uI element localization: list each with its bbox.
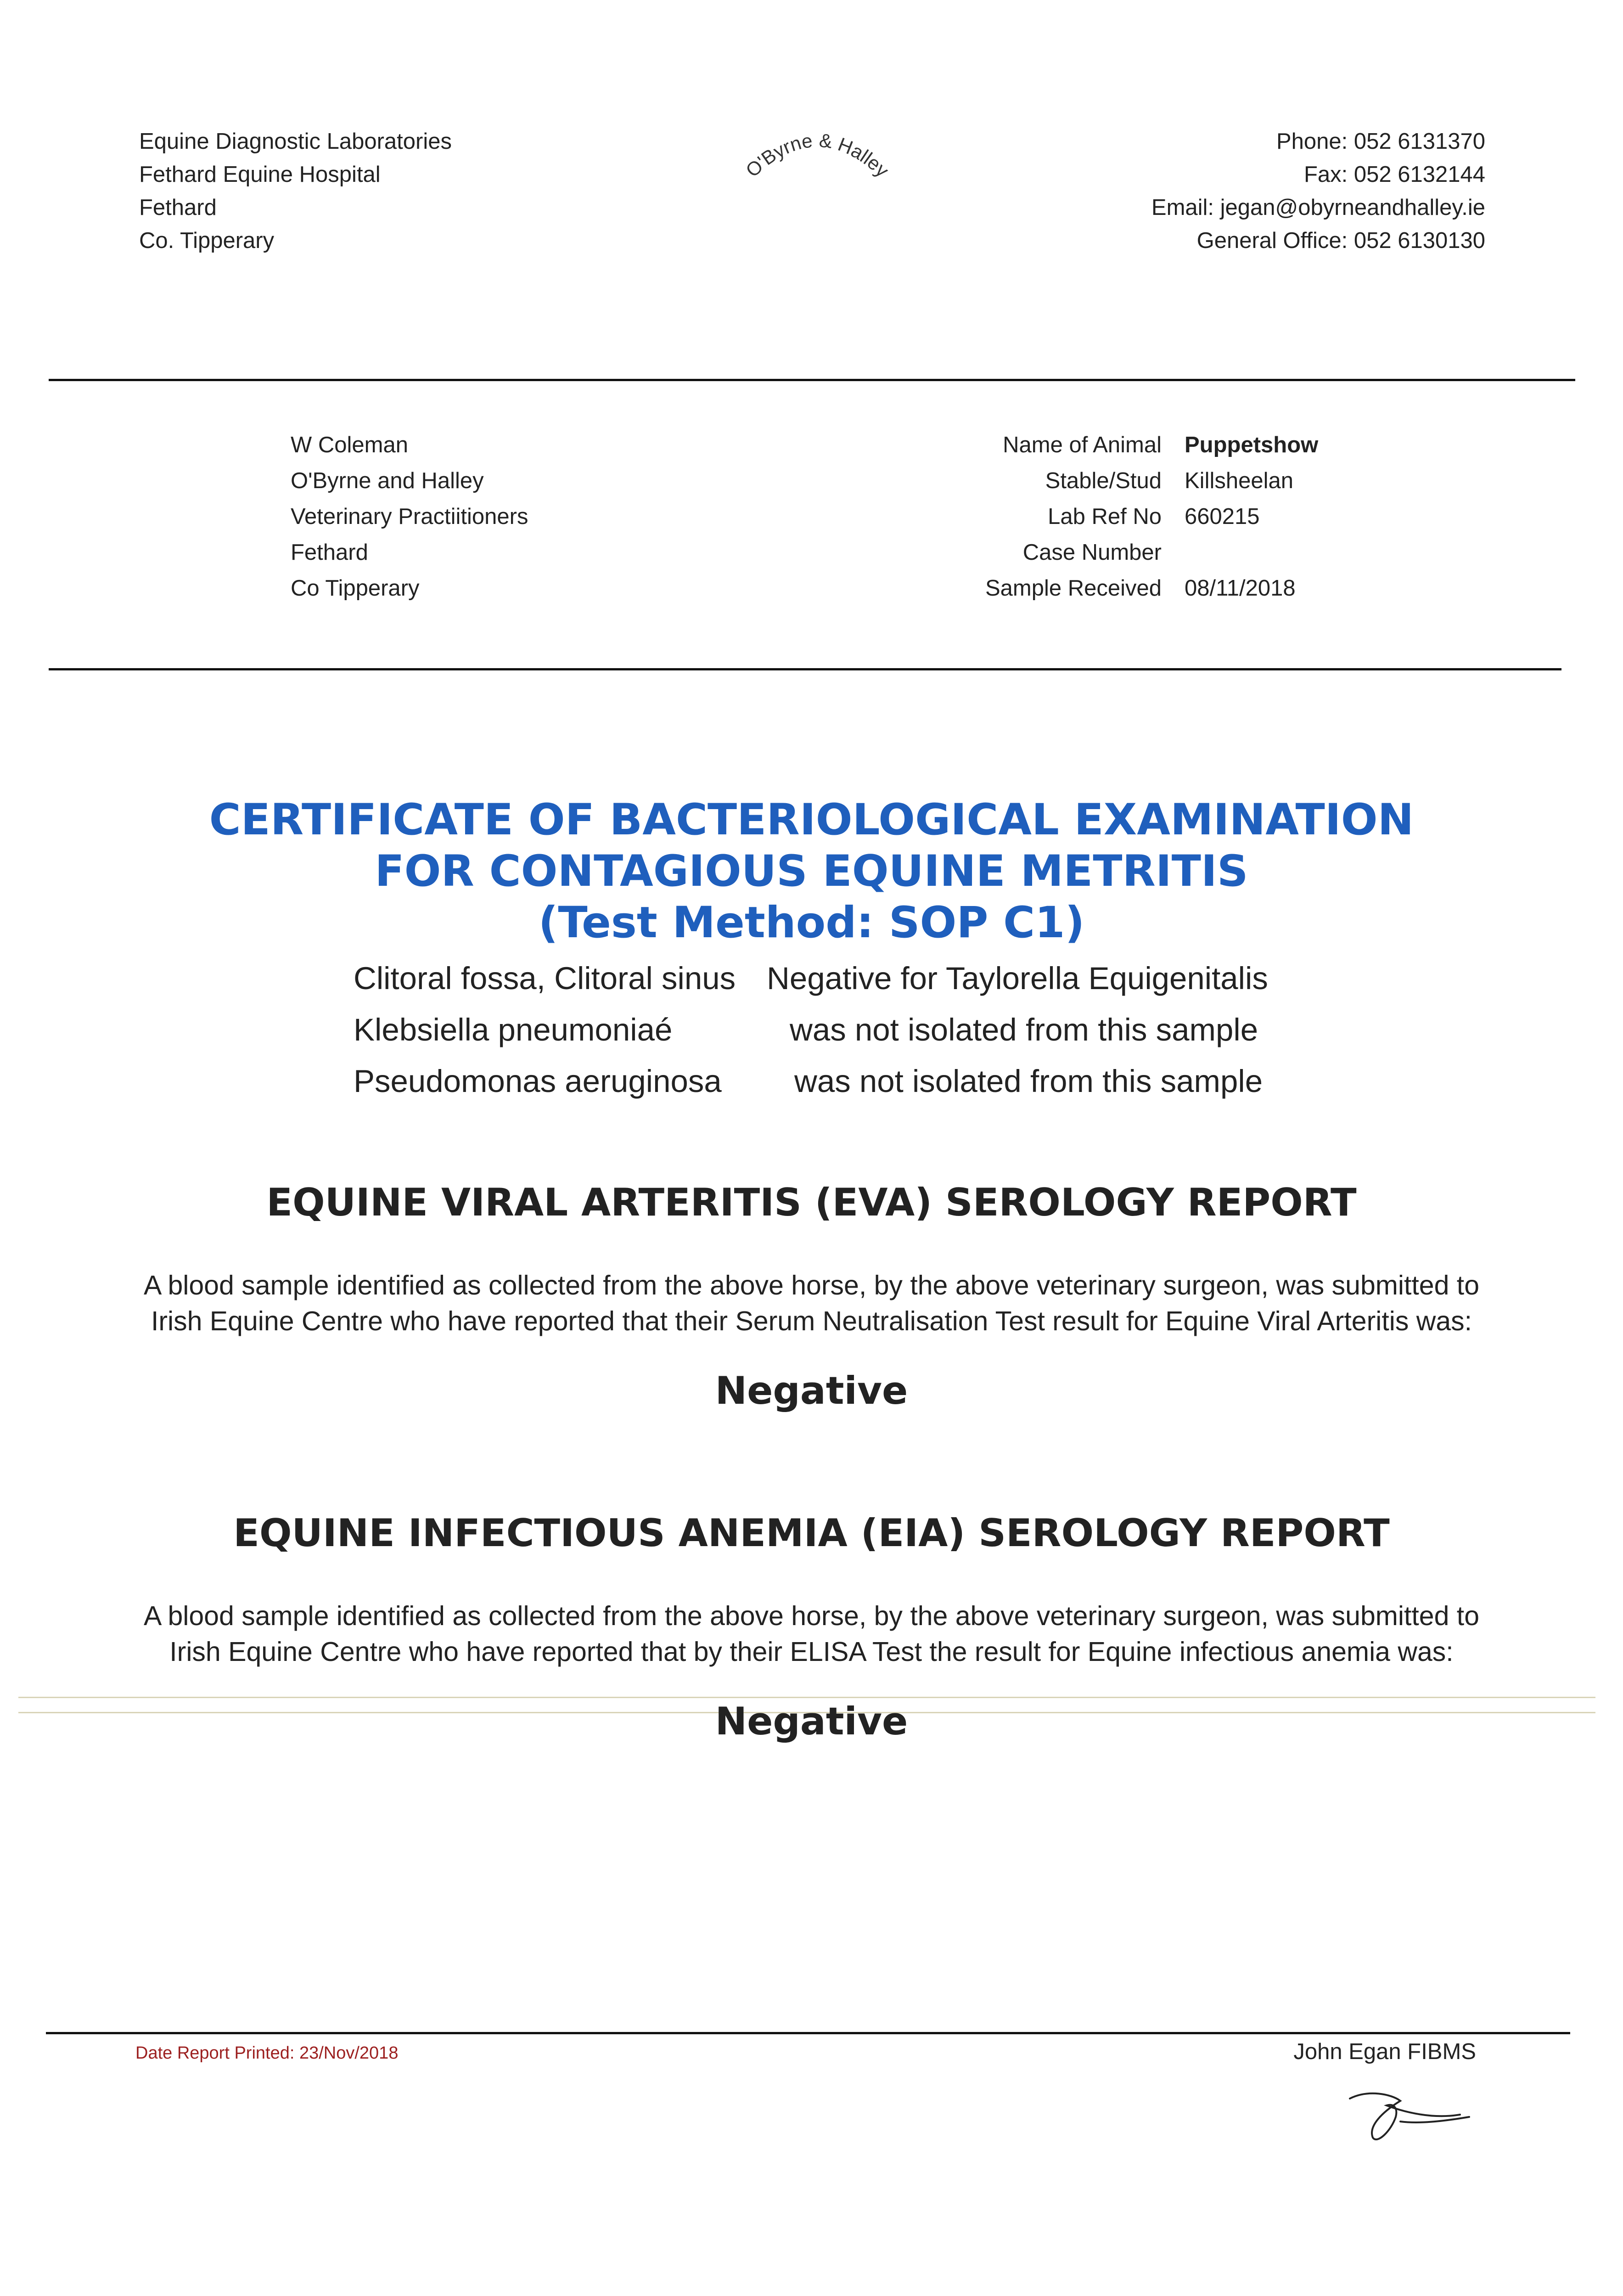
result-row bbox=[354, 953, 1268, 1004]
recipient-line: Fethard bbox=[291, 540, 368, 565]
sample-result: was not isolated from this sample bbox=[794, 1064, 1263, 1099]
eia-line: A blood sample identified as collected from the above horse, by the above veterinary surgeon, was submitted to bbox=[143, 1601, 1480, 1631]
case-number-label: Case Number bbox=[1022, 540, 1162, 565]
lab-address-line: Fethard bbox=[139, 195, 217, 220]
sample-result: was not isolated from this sample bbox=[790, 1012, 1258, 1047]
eia-title: EQUINE INFECTIOUS ANEMIA (EIA) SEROLOGY REPORT bbox=[233, 1511, 1390, 1555]
lab-address-line: Equine Diagnostic Laboratories bbox=[139, 129, 452, 154]
logo bbox=[725, 119, 909, 193]
contact-info bbox=[1151, 125, 1485, 257]
lab-address-line: Fethard Equine Hospital bbox=[139, 162, 381, 187]
lab-ref-value: 660215 bbox=[1185, 504, 1260, 529]
signer-name: John Egan FIBMS bbox=[1293, 2039, 1476, 2064]
eva-paragraph bbox=[92, 1267, 1531, 1339]
animal-info-row bbox=[941, 570, 1368, 606]
date-printed: Date Report Printed: 23/Nov/2018 bbox=[135, 2043, 399, 2063]
recipient-line: O'Byrne and Halley bbox=[291, 468, 484, 493]
eva-line: Irish Equine Centre who have reported that their Serum Neutralisation Test result for Equine Viral Arteritis was: bbox=[151, 1306, 1472, 1336]
result-row bbox=[354, 1056, 1268, 1107]
sample-name: Klebsiella pneumoniaé bbox=[354, 1012, 673, 1047]
lab-address bbox=[139, 125, 452, 257]
eia-result: Negative bbox=[715, 1699, 908, 1744]
animal-name-label: Name of Animal bbox=[1003, 433, 1162, 457]
email-text: Email: jegan@obyrneandhalley.ie bbox=[1151, 195, 1485, 220]
eva-line: A blood sample identified as collected from the above horse, by the above veterinary surgeon, was submitted to bbox=[143, 1270, 1480, 1300]
animal-info-row bbox=[941, 535, 1368, 570]
lab-ref-label: Lab Ref No bbox=[1048, 504, 1162, 529]
lab-address-line: Co. Tipperary bbox=[139, 228, 275, 253]
scan-line bbox=[18, 1697, 1595, 1698]
signature-mark bbox=[1341, 2080, 1478, 2149]
fax-text: Fax: 052 6132144 bbox=[1303, 162, 1485, 187]
sample-name: Clitoral fossa, Clitoral sinus bbox=[354, 961, 736, 996]
certificate-title bbox=[0, 794, 1623, 949]
recipient-address bbox=[291, 427, 528, 606]
stable-value: Killsheelan bbox=[1185, 468, 1293, 493]
case-number-value bbox=[1185, 535, 1368, 570]
animal-info-row bbox=[941, 499, 1368, 535]
general-office-text: General Office: 052 6130130 bbox=[1196, 228, 1485, 253]
phone-text: Phone: 052 6131370 bbox=[1276, 129, 1485, 154]
stable-label: Stable/Stud bbox=[1045, 468, 1162, 493]
logo-text: O'Byrne & Halley bbox=[741, 129, 893, 181]
eia-paragraph bbox=[92, 1598, 1531, 1670]
certificate-title-line: CERTIFICATE OF BACTERIOLOGICAL EXAMINATION bbox=[209, 795, 1414, 845]
sample-result: Negative for Taylorella Equigenitalis bbox=[767, 961, 1268, 996]
animal-name-value: Puppetshow bbox=[1185, 433, 1319, 457]
svg-text:O'Byrne & Halley bbox=[741, 129, 893, 181]
footer-divider bbox=[46, 2032, 1570, 2034]
sample-name: Pseudomonas aeruginosa bbox=[354, 1064, 722, 1099]
sample-received-label: Sample Received bbox=[985, 576, 1162, 601]
eva-title: EQUINE VIRAL ARTERITIS (EVA) SEROLOGY REPORT bbox=[266, 1180, 1357, 1225]
certificate-test-method: (Test Method: SOP C1) bbox=[538, 898, 1085, 948]
animal-info bbox=[941, 427, 1368, 606]
cem-results bbox=[354, 953, 1268, 1107]
info-divider bbox=[49, 668, 1561, 670]
recipient-line: Veterinary Practiitioners bbox=[291, 504, 528, 529]
certificate-title-line: FOR CONTAGIOUS EQUINE METRITIS bbox=[375, 846, 1248, 896]
animal-info-row bbox=[941, 427, 1368, 463]
eva-result: Negative bbox=[715, 1368, 908, 1413]
eia-line: Irish Equine Centre who have reported that by their ELISA Test the result for Equine infectious anemia was: bbox=[169, 1637, 1454, 1667]
recipient-line: Co Tipperary bbox=[291, 576, 420, 601]
header-divider bbox=[49, 379, 1575, 381]
sample-received-value: 08/11/2018 bbox=[1185, 576, 1296, 601]
result-row bbox=[354, 1004, 1268, 1056]
recipient-line: W Coleman bbox=[291, 433, 408, 457]
animal-info-row bbox=[941, 463, 1368, 499]
